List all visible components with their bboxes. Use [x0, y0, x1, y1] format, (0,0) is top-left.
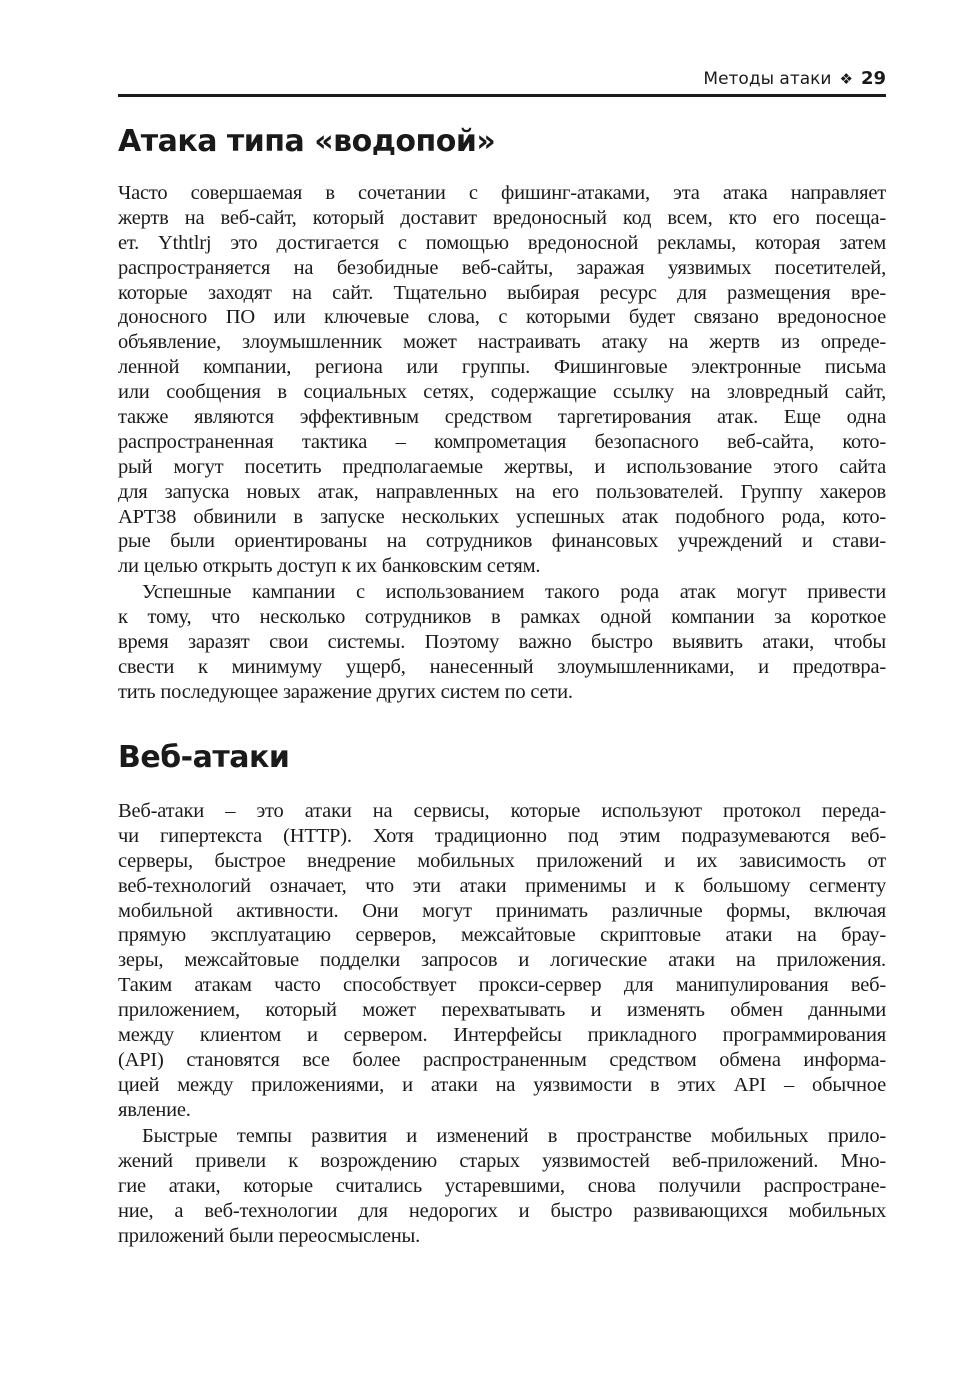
text-line: APT38 обвинили в запуске нескольких успешных атак подобного рода, кото- — [118, 505, 886, 528]
running-title: Методы атаки — [703, 69, 832, 89]
text-line: Веб-атаки – это атаки на сервисы, которые используют протокол переда- — [118, 800, 886, 822]
text-line: для запуска новых атак, направленных на его пользователей. Группу хакеров — [118, 480, 886, 503]
text-line: чи гипертекста (HTTP). Хотя традиционно под этим подразумеваются веб- — [118, 824, 886, 847]
text-line: гие атаки, которые считались устаревшими, снова получили распростране- — [118, 1174, 886, 1197]
text-line: приложений были переосмыслены. — [118, 1224, 421, 1247]
text-line: доносного ПО или ключевые слова, с которыми будет связано вредоносное — [118, 306, 886, 329]
text-line: ние, а веб-технологии для недорогих и быстро развивающихся мобильных — [118, 1199, 886, 1222]
paragraph — [118, 181, 886, 579]
text-line: мобильной активности. Они могут принимать различные формы, включая — [118, 899, 886, 922]
text-line: ленной компании, региона или группы. Фишинговые электронные письма — [118, 356, 886, 379]
ornament-icon: ❖ — [839, 70, 853, 88]
text-line: ет. Ythtlrj это достигается с помощью вредоносной рекламы, которая затем — [118, 231, 886, 254]
text-line: объявление, злоумышленник может настраивать атаку на жертв из опреде- — [118, 331, 886, 354]
text-line: к тому, что несколько сотрудников в рамках одной компании за короткое — [118, 605, 886, 628]
paragraph — [118, 580, 886, 704]
text-line: рый могут посетить предполагаемые жертвы, и использование этого сайта — [118, 455, 886, 478]
section-title-watering-hole: Атака типа «водопой» — [118, 124, 496, 159]
section-title-web-attacks: Веб-атаки — [118, 740, 290, 775]
text-line: ли целью открыть доступ к их банковским сетям. — [118, 555, 541, 578]
text-line: серверы, быстрое внедрение мобильных приложений и их зависимость от — [118, 849, 886, 872]
text-line: распространенная тактика – компрометация безопасного веб-сайта, кото- — [118, 430, 886, 453]
text-line: тить последующее заражение других систем по сети. — [118, 680, 573, 703]
text-line: прямую эксплуатацию серверов, межсайтовые скриптовые атаки на брау- — [118, 924, 886, 947]
text-line: Успешные кампании с использованием такого рода атак могут привести — [142, 581, 886, 603]
text-line: время заразят свои системы. Поэтому важно быстро выявить атаки, чтобы — [118, 630, 886, 653]
text-line: или сообщения в социальных сетях, содержащие ссылку на зловредный сайт, — [118, 381, 886, 404]
text-line: (API) становятся все более распространенным средством обмена информа- — [118, 1048, 886, 1071]
paragraph — [118, 1124, 886, 1248]
paragraph — [118, 799, 886, 1123]
text-line: которые заходят на сайт. Тщательно выбирая ресурс для размещения вре- — [118, 281, 886, 304]
text-line: Таким атакам часто способствует прокси-сервер для манипулирования веб- — [118, 974, 886, 997]
text-line: цией между приложениями, и атаки на уязвимости в этих API – обычное — [118, 1073, 886, 1096]
text-line: распространяется на безобидные веб-сайты, заражая уязвимых посетителей, — [118, 256, 886, 279]
text-line: жертв на веб-сайт, который доставит вредоносный код всем, кто его посеща- — [118, 206, 886, 229]
page-number: 29 — [860, 68, 886, 89]
text-line: свести к минимуму ущерб, нанесенный злоумышленниками, и предотвра- — [118, 655, 886, 678]
text-line: рые были ориентированы на сотрудников финансовых учреждений и стави- — [118, 530, 886, 553]
text-line: Быстрые темпы развития и изменений в пространстве мобильных прило- — [142, 1125, 886, 1147]
text-line: веб-технологий означает, что эти атаки применимы и к большому сегменту — [118, 874, 886, 897]
running-head — [703, 68, 886, 89]
text-line: жений привели к возрождению старых уязвимостей веб-приложений. Мно- — [118, 1149, 886, 1172]
text-line: Часто совершаемая в сочетании с фишинг-атаками, эта атака направляет — [118, 182, 886, 204]
text-line: также являются эффективным средством таргетирования атак. Еще одна — [118, 406, 886, 429]
text-line: между клиентом и сервером. Интерфейсы прикладного программирования — [118, 1024, 886, 1047]
text-line: явление. — [118, 1098, 191, 1121]
page-header — [118, 66, 886, 97]
text-line: приложением, который может перехватывать и изменять обмен данными — [118, 999, 886, 1022]
text-line: зеры, межсайтовые подделки запросов и логические атаки на приложения. — [118, 949, 886, 972]
